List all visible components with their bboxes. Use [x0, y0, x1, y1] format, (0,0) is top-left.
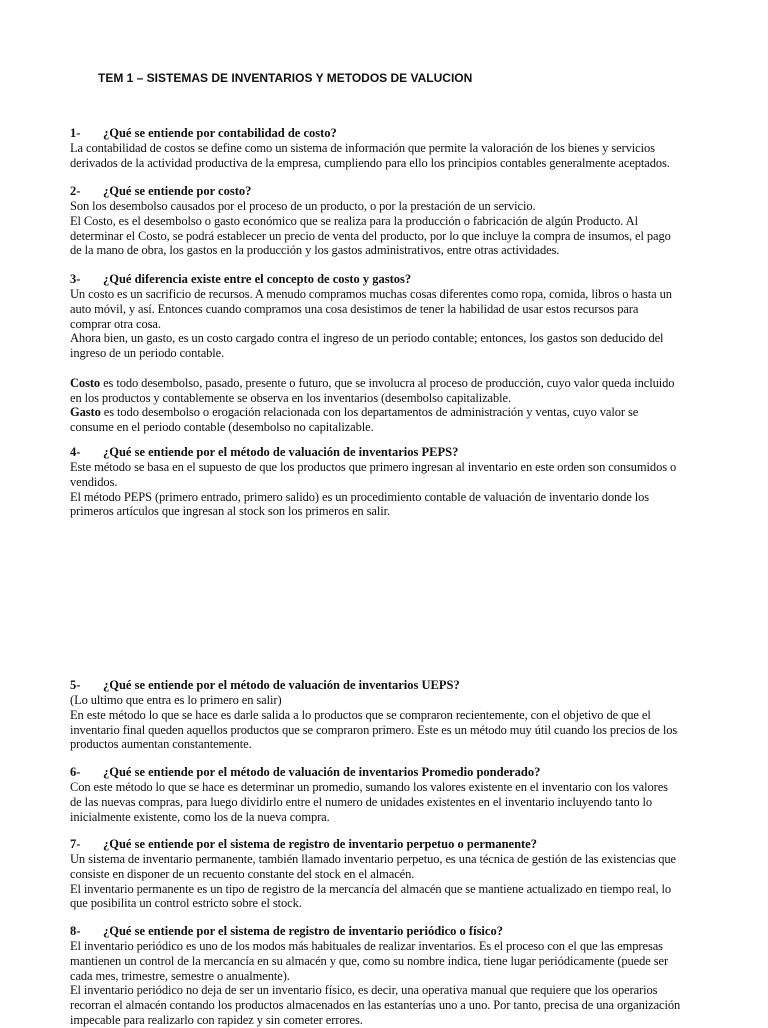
answer-line: derivados de la actividad productiva de la empresa, cumpliendo para ello los principios contables generalmente aceptados.: [70, 155, 670, 170]
question-text: ¿Qué se entiende por el método de valuación de inventarios UEPS?: [103, 678, 460, 692]
answer-line: cada mes, trimestre, semestre o anualmente).: [70, 968, 290, 983]
question-number: 4-: [70, 445, 81, 459]
answer-line: ingreso de un periodo contable.: [70, 346, 225, 361]
question-heading: [70, 678, 698, 693]
question-text: ¿Qué se entiende por el sistema de registro de inventario periódico o físico?: [103, 924, 503, 938]
answer-line: El inventario permanente es un tipo de registro de la mercancía del almacén que se mantiene actualizado en tiempo real, lo: [70, 881, 672, 896]
question-text: ¿Qué se entiende por costo?: [103, 184, 252, 198]
answer-line: El inventario periódico es uno de los modos más habituales de realizar inventarios. Es el proceso con el que las empresas: [70, 939, 663, 953]
question-heading: [70, 765, 698, 780]
answer-line: Son los desembolso causados por el proceso de un producto, o por la prestación de un servicio.: [70, 199, 536, 213]
definition-costo: Costo es todo desembolso, pasado, presente o futuro, que se involucra al proceso de producción, cuyo valor queda incluido: [70, 375, 675, 390]
section-5: [70, 678, 698, 752]
section-7: [70, 837, 698, 911]
answer-line: consiste en disponer de un recuento constante del stock en el almacén.: [70, 866, 415, 881]
question-text: ¿Qué se entiende por el método de valuación de inventarios Promedio ponderado?: [103, 765, 541, 779]
section-4: [70, 445, 698, 519]
answer-line: impecable para realizarlo con rapidez y sin cometer errores.: [70, 1012, 363, 1027]
question-heading: [70, 837, 698, 852]
answer-line: Un sistema de inventario permanente, también llamado inventario perpetuo, es una técnica de gestión de las existencias que: [70, 852, 676, 866]
question-number: 2-: [70, 184, 81, 198]
answer-line: En este método lo que se hace es darle salida a lo productos que se compraron recientemente, con el objetivo de que el: [70, 707, 651, 722]
answer-line: La contabilidad de costos se define como un sistema de información que permite la valoración de los bienes y servicios: [70, 141, 655, 155]
question-text: ¿Qué se entiende por el sistema de registro de inventario perpetuo o permanente?: [103, 837, 537, 851]
question-number: 6-: [70, 765, 81, 779]
term-gasto: Gasto: [70, 405, 101, 420]
answer-line: comprar otra cosa.: [70, 316, 161, 331]
question-heading: [70, 272, 698, 287]
question-heading: [70, 445, 698, 460]
answer-line: recorran el almacén contando los productos almacenados en las estanterías uno a uno. Por tanto, precisa de una organización: [70, 998, 681, 1013]
answer-line: El inventario periódico no deja de ser un inventario físico, es decir, una operativa manual que requiere que los operarios: [70, 983, 658, 998]
answer-line: de la mano de obra, los gastos en la producción y los gastos administrativos, entre otras actividades.: [70, 243, 560, 258]
question-heading: [70, 924, 698, 939]
section-6: [70, 765, 698, 824]
answer-line: vendidos.: [70, 474, 118, 489]
question-number: 8-: [70, 924, 81, 938]
answer-line: en los productos y contablemente se observa en los inventarios (desembolso capitalizable.: [70, 390, 511, 405]
answer-line: de las nuevas compras, para luego dividirlo entre el numero de unidades existentes en el inventario incluyendo tanto lo: [70, 794, 653, 809]
section-3: [70, 272, 698, 435]
answer-line: consume en el periodo contable (desembolso no capitalizable.: [70, 420, 374, 435]
answer-line: mantienen un control de la mercancía en su almacén y que, como su nombre indica, tiene lugar periódicamente (puede ser: [70, 953, 669, 968]
section-8: [70, 924, 698, 1028]
answer-line: auto móvil, y así. Entonces cuando compramos una cosa desistimos de tener la habilidad de usar estos recursos para: [70, 301, 639, 316]
definition-gasto: Gasto es todo desembolso o erogación relacionada con los departamentos de administración y ventas, cuyo valor se: [70, 405, 639, 420]
answer-line: productos aumentan constantemente.: [70, 737, 252, 752]
section-1: [70, 126, 698, 171]
answer-line: inicialmente existente, como los de la nueva compra.: [70, 809, 330, 824]
question-text: ¿Qué diferencia existe entre el concepto de costo y gastos?: [103, 272, 412, 286]
answer-line: El método PEPS (primero entrado, primero salido) es un procedimiento contable de valuación de inventario donde los: [70, 489, 650, 504]
question-heading: [70, 184, 698, 199]
answer-line: Con este método lo que se hace es determinar un promedio, sumando los valores existente en el inventario con los valores: [70, 780, 668, 794]
question-text: ¿Qué se entiende por contabilidad de costo?: [103, 126, 337, 140]
answer-line: inventario final queden aquellos productos que se compraron primero. Este es un método muy útil cuando los precios de los: [70, 722, 678, 737]
question-number: 7-: [70, 837, 81, 851]
question-text: ¿Qué se entiende por el método de valuación de inventarios PEPS?: [103, 445, 459, 459]
question-heading: [70, 126, 698, 141]
answer-line: que posibilita un control estricto sobre el stock.: [70, 896, 302, 911]
document-title: TEM 1 – SISTEMAS DE INVENTARIOS Y METODOS DE VALUCION: [98, 71, 473, 85]
question-number: 1-: [70, 126, 81, 140]
answer-line: Ahora bien, un gasto, es un costo cargado contra el ingreso de un periodo contable; entonces, los gastos son deducido del: [70, 331, 664, 346]
answer-line: Un costo es un sacrificio de recursos. A menudo compramos muchas cosas diferentes como ropa, comida, libros o hasta un: [70, 287, 672, 301]
section-2: [70, 184, 698, 258]
question-number: 3-: [70, 272, 81, 286]
answer-line: Este método se basa en el supuesto de que los productos que primero ingresan al inventario en este orden son consumidos o: [70, 460, 677, 474]
answer-line: determinar el Costo, se podrá establecer un precio de venta del producto, por lo que incluye la compra de insumos, el pago: [70, 228, 671, 243]
term-costo: Costo: [70, 375, 101, 390]
answer-line: El Costo, es el desembolso o gasto económico que se realiza para la producción o fabricación de algún Producto. Al: [70, 213, 638, 228]
answer-line: (Lo ultimo que entra es lo primero en salir): [70, 693, 282, 707]
question-number: 5-: [70, 678, 81, 692]
answer-line: primeros artículos que ingresan al stock son los primeros en salir.: [70, 504, 390, 519]
